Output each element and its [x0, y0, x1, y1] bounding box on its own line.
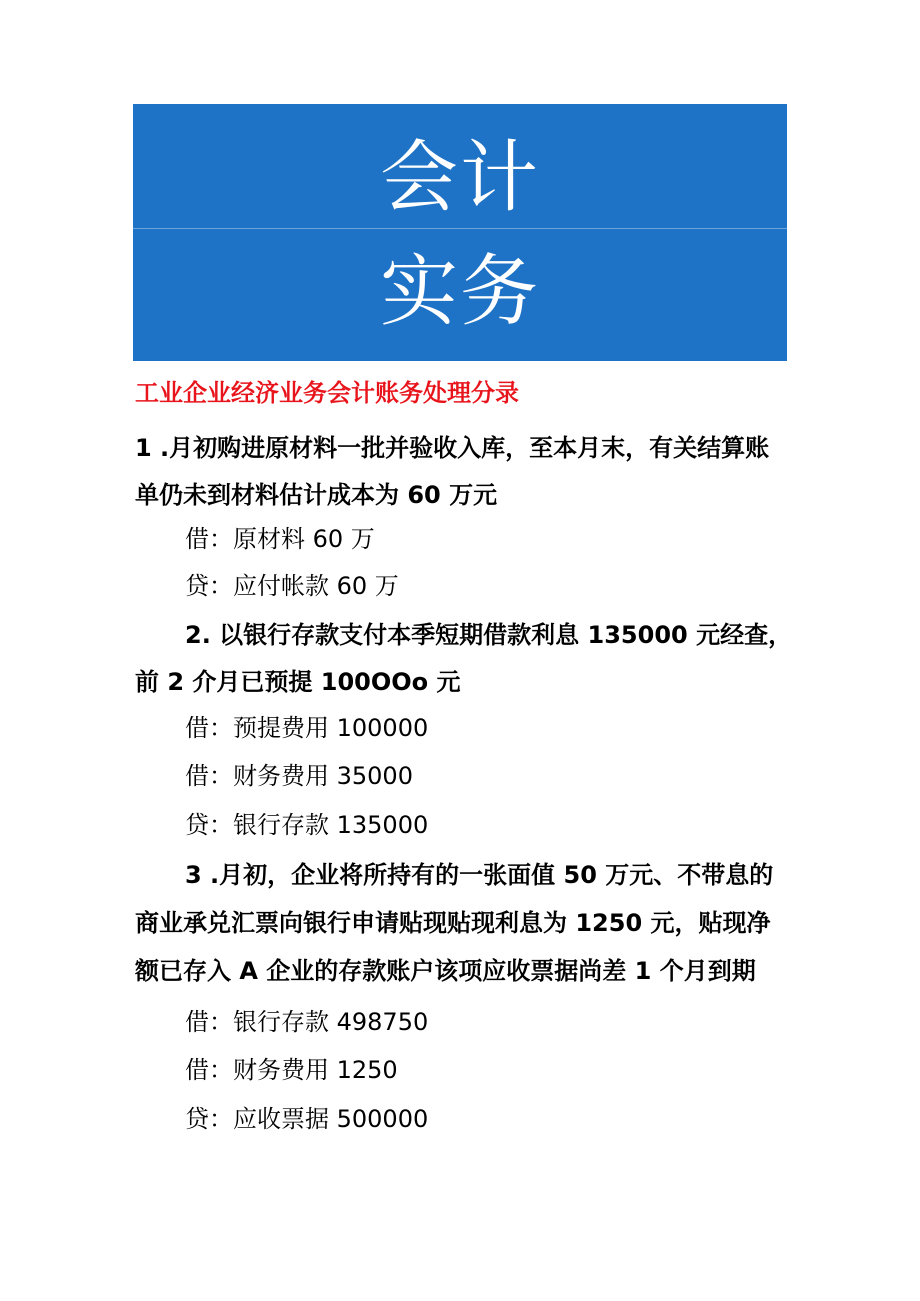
- item-2-question-line-2: 前 2 介月已预提 100OOo 元: [135, 668, 461, 696]
- banner-divider: [133, 228, 787, 229]
- item-3-question-line-2: 商业承兑汇票向银行申请贴现贴现利息为 1250 元，贴现净: [135, 909, 771, 937]
- item-1-entry-2: 贷：应付帐款 60 万: [185, 572, 399, 600]
- item-1-line-2: 单仍未到材料估计成本为 60 万元: [135, 481, 498, 509]
- item-2-entry-2: 借：财务费用 35000: [185, 762, 413, 790]
- document-title: 工业企业经济业务会计账务处理分录: [135, 379, 519, 407]
- item-3-entry-2: 借：财务费用 1250: [185, 1056, 398, 1084]
- item-1-line-1: 1 .月初购进原材料一批并验收入库，至本月末，有关结算账: [135, 434, 770, 462]
- item-1-entry-1: 借：原材料 60 万: [185, 525, 375, 553]
- item-1-question: [135, 425, 795, 519]
- banner-title-line-2: 实务: [379, 247, 540, 337]
- cover-banner: [133, 104, 787, 361]
- item-2-question-line-1: 2. 以银行存款支付本季短期借款利息 135000 元经查，: [185, 621, 793, 649]
- item-3-question-line-1: 3 .月初，企业将所持有的一张面值 50 万元、不带息的: [185, 861, 774, 889]
- item-2-entry-1: 借：预提费用 100000: [185, 714, 429, 742]
- item-3-entry-1: 借：银行存款 498750: [185, 1008, 429, 1036]
- item-3-entry-3: 贷：应收票据 500000: [185, 1105, 429, 1133]
- banner-title-line-1: 会计: [379, 133, 540, 223]
- item-3-question-line-3: 额已存入 A 企业的存款账户该项应收票据尚差 1 个月到期: [135, 957, 756, 985]
- item-2-entry-3: 贷：银行存款 135000: [185, 811, 429, 839]
